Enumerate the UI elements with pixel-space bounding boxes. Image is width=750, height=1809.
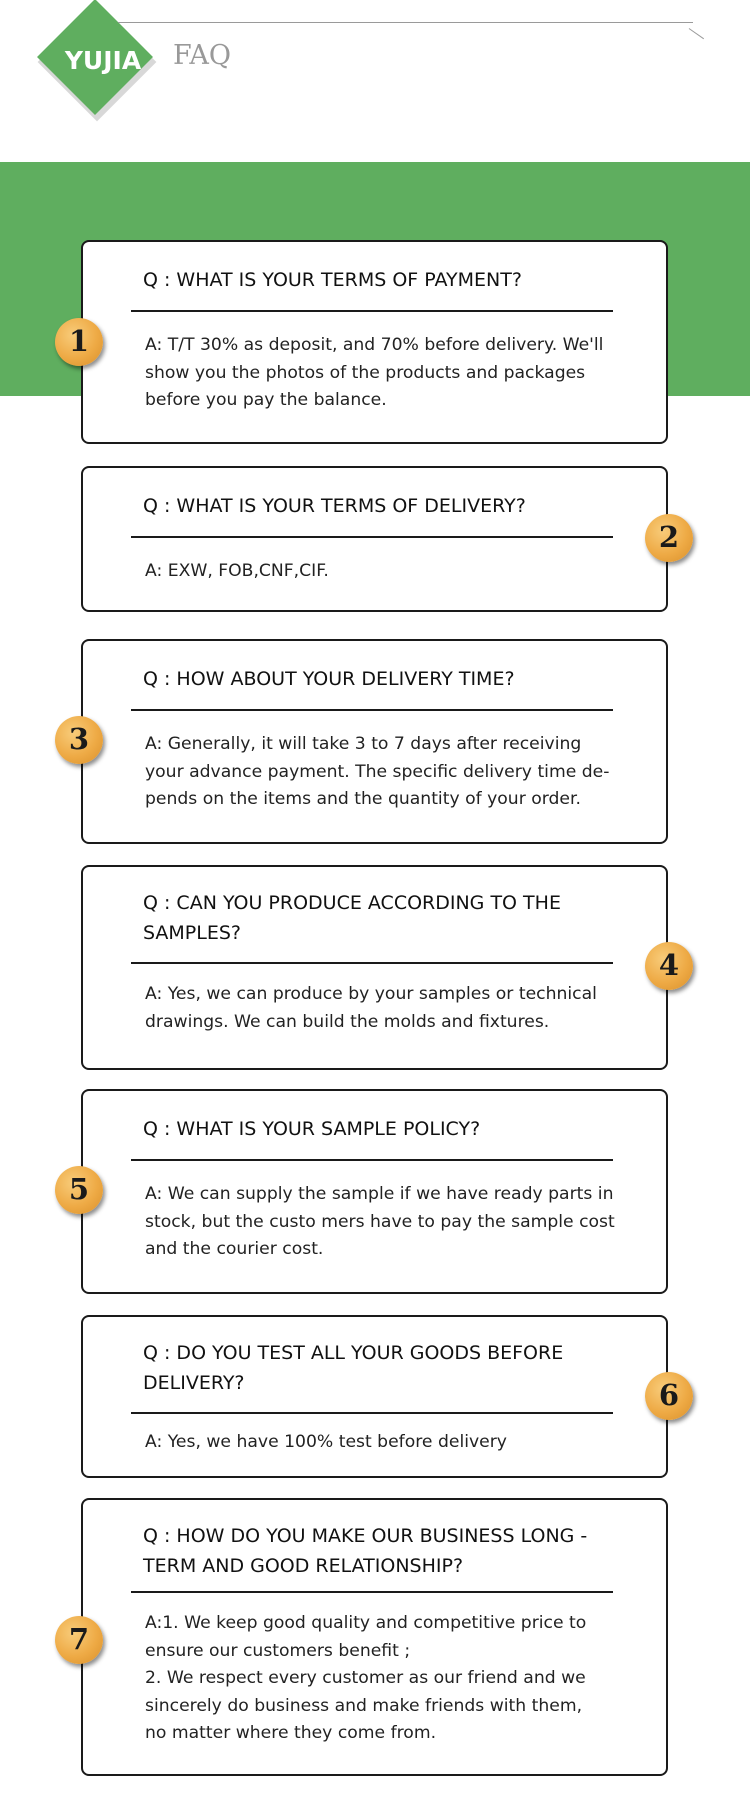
faq-card-2 xyxy=(81,466,668,612)
question-divider xyxy=(131,962,613,964)
number-badge-1: 1 xyxy=(55,318,103,366)
faq-answer: A:1. We keep good quality and competitive price to ensure our customers benefit ; 2. We respect every customer as our friend and we sincerely do business and make friends with them, no matter where they come from. xyxy=(145,1613,587,1743)
question-divider xyxy=(131,1412,613,1414)
faq-question: Q : WHAT IS YOUR TERMS OF DELIVERY? xyxy=(143,495,526,517)
number-badge-6: 6 xyxy=(645,1372,693,1420)
question-divider xyxy=(131,1591,613,1593)
question-divider xyxy=(131,536,613,538)
logo-text: YUJIA xyxy=(64,46,142,75)
faq-answer: A: Generally, it will take 3 to 7 days after receiving your advance payment. The specific delivery time de- pends on the items and the quantity of your order. xyxy=(145,734,610,809)
number-badge-7: 7 xyxy=(55,1616,103,1664)
faq-answer: A: Yes, we can produce by your samples or technical drawings. We can build the molds and fixtures. xyxy=(145,984,597,1032)
page-header xyxy=(0,0,750,162)
page-title: FAQ xyxy=(173,40,232,71)
faq-answer: A: Yes, we have 100% test before delivery xyxy=(145,1432,507,1452)
question-divider xyxy=(131,1159,613,1161)
header-divider xyxy=(118,22,693,23)
number-badge-2: 2 xyxy=(645,514,693,562)
faq-question: Q : CAN YOU PRODUCE ACCORDING TO THE SAMPLES? xyxy=(143,892,561,944)
faq-answer: A: EXW, FOB,CNF,CIF. xyxy=(145,561,329,581)
faq-card-6 xyxy=(81,1315,668,1478)
faq-card-5 xyxy=(81,1089,668,1294)
question-divider xyxy=(131,310,613,312)
faq-card-4 xyxy=(81,865,668,1070)
faq-question: Q : WHAT IS YOUR TERMS OF PAYMENT? xyxy=(143,269,522,291)
question-divider xyxy=(131,709,613,711)
faq-question: Q : HOW DO YOU MAKE OUR BUSINESS LONG -TERM AND GOOD RELATIONSHIP? xyxy=(143,1525,588,1577)
faq-card-3 xyxy=(81,639,668,844)
faq-answer: A: T/T 30% as deposit, and 70% before delivery. We'll show you the photos of the products and packages before you pay the balance. xyxy=(145,335,604,410)
number-badge-5: 5 xyxy=(55,1166,103,1214)
faq-question: Q : WHAT IS YOUR SAMPLE POLICY? xyxy=(143,1118,481,1140)
faq-answer: A: We can supply the sample if we have ready parts in stock, but the custo mers have to pay the sample cost and the courier cost. xyxy=(145,1184,615,1259)
faq-card-7 xyxy=(81,1498,668,1776)
header-divider-tail xyxy=(689,28,704,39)
number-badge-3: 3 xyxy=(55,716,103,764)
faq-question: Q : HOW ABOUT YOUR DELIVERY TIME? xyxy=(143,668,515,690)
faq-card-1 xyxy=(81,240,668,444)
faq-question: Q : DO YOU TEST ALL YOUR GOODS BEFORE DELIVERY? xyxy=(143,1342,564,1394)
number-badge-4: 4 xyxy=(645,942,693,990)
